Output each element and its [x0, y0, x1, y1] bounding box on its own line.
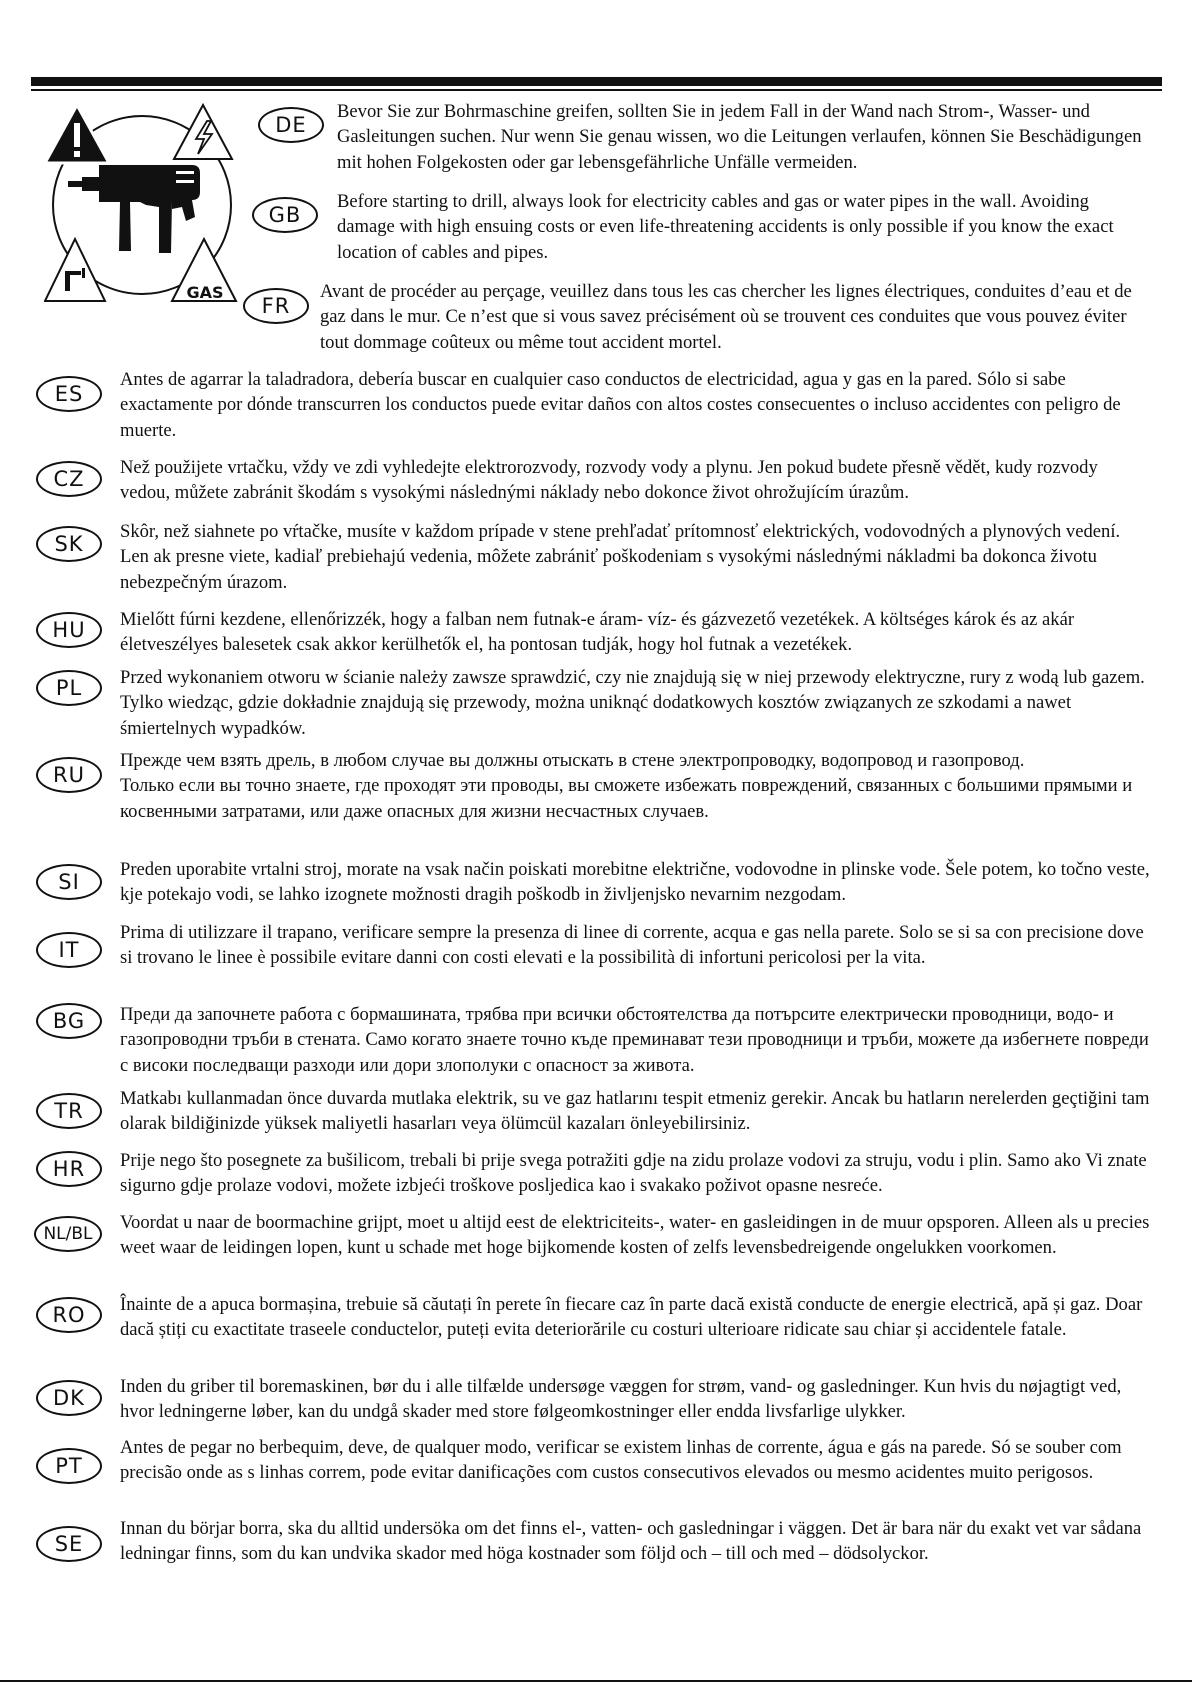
language-badge-hr: HR — [36, 1151, 102, 1187]
section-text-ru: Прежде чем взять дрель, в любом случае вы должны отыскать в стене электропроводку, водопровод и газопровод. Только если вы точно знаете, где проходят эти проводы, вы сможете избежать повреждений, связанных с большими прямыми и косвенными затратами, или даже опасных для жизни несчастных случаев. — [120, 750, 1133, 822]
section-text-it: Prima di utilizzare il trapano, verificare sempre la presenza di linee di corrente, acqua e gas nella parete. Solo se si sa con precisione dove si trovano le linee è possibile evitare danni con costi elevati e la possibilità di infortuni pericolosi per la vita. — [120, 922, 1144, 969]
bottom-rule — [0, 1680, 1192, 1682]
language-badge-nl-bl: NL/BL — [34, 1216, 102, 1252]
language-badge-tr: TR — [36, 1093, 102, 1129]
section-text-de: Bevor Sie zur Bohrmaschine greifen, sollten Sie in jedem Fall in der Wand nach Strom-, Wasser- und Gasleitungen suchen. Nur wenn Sie genau wissen, wo die Leitungen verlaufen, können Sie Beschädigungen mit hohen Folgekosten oder gar lebensgefährliche Unfälle vermeiden. — [337, 101, 1142, 173]
language-badge-hu: HU — [36, 612, 102, 648]
section-text-fr: Avant de procéder au perçage, veuillez dans tous les cas chercher les lignes électriques, conduites d’eau et de gaz dans le mur. Ce n’est que si vous savez précisément où se trouvent ces conduites que vous pouvez éviter tout dommage coûteux ou même tout accident mortel. — [320, 281, 1132, 353]
language-badge-dk: DK — [36, 1380, 102, 1416]
top-rule-thin — [31, 89, 1162, 91]
language-badge-bg: BG — [36, 1003, 102, 1039]
section-text-pl: Przed wykonaniem otworu w ścianie należy zawsze sprawdzić, czy nie znajdują się w niej przewody elektryczne, rury z wodą lub gazem. Tylko wiedząc, gdzie dokładnie znajdują się przewody, można uniknąć dodatkowych kosztów związanych ze szkodami a nawet śmiertelnych wypadków. — [120, 667, 1145, 739]
section-text-ro: Înainte de a apuca bormașina, trebuie să căutați în perete în fiecare caz în parte dacă există conducte de energie electrică, apă și gaz. Doar dacă știți cu exactitate traseele conductelor, puteți evita deteriorările cu costuri ulterioare ridicate sau chiar și accidentele fatale. — [120, 1294, 1143, 1341]
language-badge-it: IT — [36, 932, 102, 968]
language-badge-fr: FR — [243, 288, 309, 324]
language-badge-ro: RO — [36, 1297, 102, 1333]
section-text-se: Innan du börjar borra, ska du alltid undersöka om det finns el-, vatten- och gasledningar i väggen. Det är bara när du exakt vet var sådana ledningar finns, som du kan undvika skador med höga kostnader som följd och – till och med – dödsolyckor. — [120, 1518, 1142, 1565]
language-badge-pt: PT — [36, 1448, 102, 1484]
language-badge-si: SI — [36, 864, 102, 900]
section-text-pt: Antes de pegar no berbequim, deve, de qualquer modo, verificar se existem linhas de corrente, água e gás na parede. Só se souber com precisão onde as s linhas correm, pode evitar danificações com custos consecutivos elevados ou mesmo acidentes muito perigosos. — [120, 1437, 1122, 1484]
section-text-bg: Преди да започнете работа с бормашината, трябва при всички обстоятелства да потърсите електрически проводници, водо- и газопроводни тръби в стената. Само когато знаете точно къде преминават тези проводници и тръби, можете да избегнете повреди с високи последващи разходи или дори злополуки с опасност за живота. — [120, 1004, 1149, 1076]
gas-label: GAS — [186, 283, 224, 302]
language-badge-de: DE — [258, 107, 324, 143]
language-badge-sk: SK — [36, 526, 102, 562]
section-text-hu: Mielőtt fúrni kezdene, ellenőrizzék, hogy a falban nem futnak-e áram- víz- és gázvezető vezetékek. A költséges károk és az akár életveszélyes balesetek csak akkor kerülhetők el, ha pontosan tudják, hogy hol futnak a vezetékek. — [120, 609, 1075, 656]
section-text-es: Antes de agarrar la taladradora, debería buscar en cualquier caso conductos de electricidad, agua y gas en la pared. Sólo si sabe exactamente por dónde transcurren los conductos puede evitar daños con altos costes consecuentes o incluso accidentes con peligro de muerte. — [120, 369, 1121, 441]
language-badge-ru: RU — [36, 757, 102, 793]
language-badge-se: SE — [36, 1526, 102, 1562]
section-text-nl-bl: Voordat u naar de boormachine grijpt, moet u altijd eest de elektriciteits-, water- en gasleidingen in de muur opsporen. Alleen als u precies weet waar de leidingen lopen, kunt u schade met hoge bijkomende kosten of zelfs levensbedreigende ongelukken voorkomen. — [120, 1212, 1150, 1259]
section-text-si: Preden uporabite vrtalni stroj, morate na vsak način poiskati morebitne električne, vodovodne in plinske vode. Šele potem, ko točno veste, kje potekajo vodi, se lahko izognete možnosti dragih poškodb in življenjsko nevarnim nezgodam. — [120, 859, 1150, 906]
language-badge-gb: GB — [252, 197, 318, 233]
section-text-hr: Prije nego što posegnete za bušilicom, trebali bi prije svega potražiti gdje na zidu prolaze vodovi za struju, vodu i plin. Samo ako Vi znate sigurno gdje prolaze vodovi, možete izbjeći troškove posljedica kao i svakako poživot opasne nesreće. — [120, 1150, 1147, 1197]
section-text-tr: Matkabı kullanmadan önce duvarda mutlaka elektrik, su ve gaz hatlarını tespit etmeniz gerekir. Ancak bu hatların nerelerden geçtiğini tam olarak bildiğinizde yüksek maliyetli hasarları veya ölümcül kazaları önleyebilirsiniz. — [120, 1088, 1150, 1135]
section-text-gb: Before starting to drill, always look for electricity cables and gas or water pipes in the wall. Avoiding damage with high ensuing costs or even life-threatening accidents is only possible if you know the exact location of cables and pipes. — [337, 191, 1114, 263]
drill-hazard-icon — [44, 99, 239, 306]
language-badge-cz: CZ — [36, 461, 102, 497]
language-badge-es: ES — [36, 376, 102, 412]
top-rule — [31, 77, 1162, 86]
section-text-cz: Než použijete vrtačku, vždy ve zdi vyhledejte elektrorozvody, rozvody vody a plynu. Jen pokud budete přesně vědět, kudy rozvody vedou, můžete zabránit škodám s vysokými následnými náklady nebo dokonce život ohrožujícím úrazům. — [120, 457, 1098, 504]
language-badge-pl: PL — [36, 670, 102, 706]
section-text-dk: Inden du griber til boremaskinen, bør du i alle tilfælde undersøge væggen for strøm, vand- og gasledninger. Kun hvis du nøjagtigt ved, hvor ledningerne løber, kan du undgå skader med store følgeomkostninger eller endda livsfarlige ulykker. — [120, 1376, 1122, 1423]
section-text-sk: Skôr, než siahnete po vŕtačke, musíte v každom prípade v stene prehľadať prítomnosť elektrických, vodovodných a plynových vedení. Len ak presne viete, kadiaľ prebiehajú vedenia, môžete zabrániť poškodeniam s vysokými následnými nákladmi ba dokonca životu nebezpečným úrazom. — [120, 521, 1121, 593]
